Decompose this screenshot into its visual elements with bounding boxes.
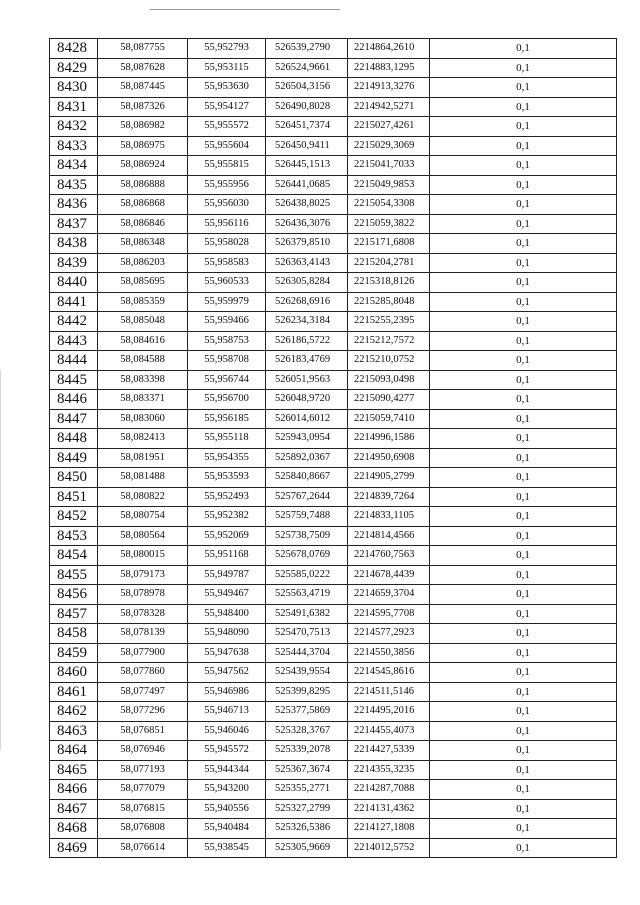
table-row bbox=[50, 663, 617, 683]
coord-y-cell: 2214012,5752 bbox=[348, 838, 430, 858]
accuracy-cell: 0,1 bbox=[430, 799, 617, 819]
longitude-cell: 55,952493 bbox=[188, 487, 266, 507]
table-row bbox=[50, 312, 617, 332]
accuracy-cell: 0,1 bbox=[430, 565, 617, 585]
table-row bbox=[50, 253, 617, 273]
table-row bbox=[50, 273, 617, 293]
latitude-cell: 58,080754 bbox=[98, 507, 188, 527]
point-number-cell: 8453 bbox=[50, 526, 98, 546]
latitude-cell: 58,083398 bbox=[98, 370, 188, 390]
coord-y-cell: 2214131,4362 bbox=[348, 799, 430, 819]
accuracy-cell: 0,1 bbox=[430, 780, 617, 800]
point-number-cell: 8437 bbox=[50, 214, 98, 234]
table-row bbox=[50, 624, 617, 644]
longitude-cell: 55,947638 bbox=[188, 643, 266, 663]
longitude-cell: 55,940484 bbox=[188, 819, 266, 839]
table-row bbox=[50, 448, 617, 468]
coord-y-cell: 2214595,7708 bbox=[348, 604, 430, 624]
coord-x-cell: 526305,8284 bbox=[266, 273, 348, 293]
accuracy-cell: 0,1 bbox=[430, 175, 617, 195]
point-number-cell: 8464 bbox=[50, 741, 98, 761]
latitude-cell: 58,078328 bbox=[98, 604, 188, 624]
table-row bbox=[50, 78, 617, 98]
accuracy-cell: 0,1 bbox=[430, 273, 617, 293]
coord-x-cell: 525444,3704 bbox=[266, 643, 348, 663]
table-row bbox=[50, 58, 617, 78]
coord-y-cell: 2214996,1586 bbox=[348, 429, 430, 449]
table-row bbox=[50, 682, 617, 702]
table-row bbox=[50, 234, 617, 254]
coord-y-cell: 2215210,0752 bbox=[348, 351, 430, 371]
coord-y-cell: 2215054,3308 bbox=[348, 195, 430, 215]
coord-x-cell: 525326,5386 bbox=[266, 819, 348, 839]
coord-x-cell: 526183,4769 bbox=[266, 351, 348, 371]
coord-x-cell: 525767,2644 bbox=[266, 487, 348, 507]
coord-x-cell: 525399,8295 bbox=[266, 682, 348, 702]
longitude-cell: 55,956700 bbox=[188, 390, 266, 410]
accuracy-cell: 0,1 bbox=[430, 721, 617, 741]
latitude-cell: 58,086982 bbox=[98, 117, 188, 137]
accuracy-cell: 0,1 bbox=[430, 331, 617, 351]
longitude-cell: 55,947562 bbox=[188, 663, 266, 683]
latitude-cell: 58,080564 bbox=[98, 526, 188, 546]
longitude-cell: 55,956185 bbox=[188, 409, 266, 429]
coord-y-cell: 2215049,9853 bbox=[348, 175, 430, 195]
coord-y-cell: 2214545,8616 bbox=[348, 663, 430, 683]
table-row bbox=[50, 507, 617, 527]
table-row bbox=[50, 546, 617, 566]
longitude-cell: 55,955604 bbox=[188, 136, 266, 156]
coord-x-cell: 525339,2078 bbox=[266, 741, 348, 761]
coord-x-cell: 525840,8667 bbox=[266, 468, 348, 488]
point-number-cell: 8449 bbox=[50, 448, 98, 468]
coord-y-cell: 2214950,6908 bbox=[348, 448, 430, 468]
latitude-cell: 58,077860 bbox=[98, 663, 188, 683]
latitude-cell: 58,076815 bbox=[98, 799, 188, 819]
coord-x-cell: 526504,3156 bbox=[266, 78, 348, 98]
table-row bbox=[50, 136, 617, 156]
coord-y-cell: 2215318,8126 bbox=[348, 273, 430, 293]
coord-x-cell: 526363,4143 bbox=[266, 253, 348, 273]
point-number-cell: 8468 bbox=[50, 819, 98, 839]
coord-x-cell: 526490,8028 bbox=[266, 97, 348, 117]
longitude-cell: 55,953115 bbox=[188, 58, 266, 78]
latitude-cell: 58,077193 bbox=[98, 760, 188, 780]
table-body bbox=[50, 39, 617, 858]
longitude-cell: 55,952069 bbox=[188, 526, 266, 546]
longitude-cell: 55,948090 bbox=[188, 624, 266, 644]
point-number-cell: 8429 bbox=[50, 58, 98, 78]
margin-mark bbox=[0, 370, 1, 750]
point-number-cell: 8430 bbox=[50, 78, 98, 98]
longitude-cell: 55,954355 bbox=[188, 448, 266, 468]
longitude-cell: 55,956030 bbox=[188, 195, 266, 215]
longitude-cell: 55,953593 bbox=[188, 468, 266, 488]
point-number-cell: 8433 bbox=[50, 136, 98, 156]
point-number-cell: 8469 bbox=[50, 838, 98, 858]
accuracy-cell: 0,1 bbox=[430, 468, 617, 488]
coord-x-cell: 525491,6382 bbox=[266, 604, 348, 624]
coord-y-cell: 2215059,3822 bbox=[348, 214, 430, 234]
latitude-cell: 58,078139 bbox=[98, 624, 188, 644]
table-row bbox=[50, 429, 617, 449]
coord-y-cell: 2214577,2923 bbox=[348, 624, 430, 644]
longitude-cell: 55,956116 bbox=[188, 214, 266, 234]
latitude-cell: 58,077296 bbox=[98, 702, 188, 722]
accuracy-cell: 0,1 bbox=[430, 253, 617, 273]
coord-x-cell: 526524,9661 bbox=[266, 58, 348, 78]
latitude-cell: 58,077079 bbox=[98, 780, 188, 800]
latitude-cell: 58,079173 bbox=[98, 565, 188, 585]
latitude-cell: 58,085048 bbox=[98, 312, 188, 332]
latitude-cell: 58,077900 bbox=[98, 643, 188, 663]
longitude-cell: 55,958583 bbox=[188, 253, 266, 273]
coord-y-cell: 2215285,8048 bbox=[348, 292, 430, 312]
point-number-cell: 8435 bbox=[50, 175, 98, 195]
latitude-cell: 58,086924 bbox=[98, 156, 188, 176]
coord-y-cell: 2214427,5339 bbox=[348, 741, 430, 761]
table-row bbox=[50, 838, 617, 858]
latitude-cell: 58,080015 bbox=[98, 546, 188, 566]
accuracy-cell: 0,1 bbox=[430, 58, 617, 78]
coord-y-cell: 2215029,3069 bbox=[348, 136, 430, 156]
table-row bbox=[50, 780, 617, 800]
longitude-cell: 55,959979 bbox=[188, 292, 266, 312]
table-row bbox=[50, 760, 617, 780]
coord-x-cell: 525563,4719 bbox=[266, 585, 348, 605]
coord-x-cell: 526445,1513 bbox=[266, 156, 348, 176]
coord-y-cell: 2214833,1105 bbox=[348, 507, 430, 527]
coord-y-cell: 2215171,6808 bbox=[348, 234, 430, 254]
point-number-cell: 8450 bbox=[50, 468, 98, 488]
point-number-cell: 8443 bbox=[50, 331, 98, 351]
coord-y-cell: 2214127,1808 bbox=[348, 819, 430, 839]
longitude-cell: 55,953630 bbox=[188, 78, 266, 98]
latitude-cell: 58,086846 bbox=[98, 214, 188, 234]
longitude-cell: 55,944344 bbox=[188, 760, 266, 780]
latitude-cell: 58,086868 bbox=[98, 195, 188, 215]
latitude-cell: 58,078978 bbox=[98, 585, 188, 605]
table-row bbox=[50, 370, 617, 390]
coord-y-cell: 2214511,5146 bbox=[348, 682, 430, 702]
point-number-cell: 8442 bbox=[50, 312, 98, 332]
accuracy-cell: 0,1 bbox=[430, 370, 617, 390]
latitude-cell: 58,086975 bbox=[98, 136, 188, 156]
latitude-cell: 58,076851 bbox=[98, 721, 188, 741]
point-number-cell: 8441 bbox=[50, 292, 98, 312]
coord-y-cell: 2214495,2016 bbox=[348, 702, 430, 722]
coord-x-cell: 525678,0769 bbox=[266, 546, 348, 566]
accuracy-cell: 0,1 bbox=[430, 585, 617, 605]
latitude-cell: 58,082413 bbox=[98, 429, 188, 449]
table-row bbox=[50, 799, 617, 819]
top-rule bbox=[150, 9, 340, 10]
accuracy-cell: 0,1 bbox=[430, 819, 617, 839]
coord-x-cell: 525470,7513 bbox=[266, 624, 348, 644]
coord-y-cell: 2214905,2799 bbox=[348, 468, 430, 488]
coord-y-cell: 2215027,4261 bbox=[348, 117, 430, 137]
point-number-cell: 8438 bbox=[50, 234, 98, 254]
accuracy-cell: 0,1 bbox=[430, 760, 617, 780]
point-number-cell: 8439 bbox=[50, 253, 98, 273]
table-row bbox=[50, 331, 617, 351]
accuracy-cell: 0,1 bbox=[430, 604, 617, 624]
latitude-cell: 58,084616 bbox=[98, 331, 188, 351]
longitude-cell: 55,952382 bbox=[188, 507, 266, 527]
accuracy-cell: 0,1 bbox=[430, 351, 617, 371]
accuracy-cell: 0,1 bbox=[430, 195, 617, 215]
coord-x-cell: 526379,8510 bbox=[266, 234, 348, 254]
longitude-cell: 55,945572 bbox=[188, 741, 266, 761]
table-row bbox=[50, 741, 617, 761]
coord-y-cell: 2215204,2781 bbox=[348, 253, 430, 273]
coord-y-cell: 2214760,7563 bbox=[348, 546, 430, 566]
longitude-cell: 55,959466 bbox=[188, 312, 266, 332]
point-number-cell: 8447 bbox=[50, 409, 98, 429]
accuracy-cell: 0,1 bbox=[430, 214, 617, 234]
longitude-cell: 55,949787 bbox=[188, 565, 266, 585]
coord-y-cell: 2215212,7572 bbox=[348, 331, 430, 351]
latitude-cell: 58,086348 bbox=[98, 234, 188, 254]
point-number-cell: 8462 bbox=[50, 702, 98, 722]
table-row bbox=[50, 195, 617, 215]
coord-x-cell: 525327,2799 bbox=[266, 799, 348, 819]
accuracy-cell: 0,1 bbox=[430, 429, 617, 449]
table-row bbox=[50, 585, 617, 605]
accuracy-cell: 0,1 bbox=[430, 97, 617, 117]
coord-x-cell: 526268,6916 bbox=[266, 292, 348, 312]
coord-x-cell: 525328,3767 bbox=[266, 721, 348, 741]
latitude-cell: 58,085695 bbox=[98, 273, 188, 293]
accuracy-cell: 0,1 bbox=[430, 682, 617, 702]
table-row bbox=[50, 526, 617, 546]
accuracy-cell: 0,1 bbox=[430, 117, 617, 137]
coord-x-cell: 525439,9554 bbox=[266, 663, 348, 683]
coord-y-cell: 2214355,3235 bbox=[348, 760, 430, 780]
point-number-cell: 8445 bbox=[50, 370, 98, 390]
coord-x-cell: 525377,5869 bbox=[266, 702, 348, 722]
coord-y-cell: 2214287,7088 bbox=[348, 780, 430, 800]
longitude-cell: 55,958028 bbox=[188, 234, 266, 254]
table-row bbox=[50, 819, 617, 839]
accuracy-cell: 0,1 bbox=[430, 448, 617, 468]
table-row bbox=[50, 565, 617, 585]
longitude-cell: 55,946713 bbox=[188, 702, 266, 722]
coord-x-cell: 526014,6012 bbox=[266, 409, 348, 429]
coord-x-cell: 526186,5722 bbox=[266, 331, 348, 351]
point-number-cell: 8428 bbox=[50, 39, 98, 59]
coord-x-cell: 525355,2771 bbox=[266, 780, 348, 800]
latitude-cell: 58,081951 bbox=[98, 448, 188, 468]
coord-x-cell: 526539,2790 bbox=[266, 39, 348, 59]
coord-x-cell: 525943,0954 bbox=[266, 429, 348, 449]
coord-y-cell: 2214913,3276 bbox=[348, 78, 430, 98]
latitude-cell: 58,083060 bbox=[98, 409, 188, 429]
latitude-cell: 58,087445 bbox=[98, 78, 188, 98]
coord-x-cell: 526436,3076 bbox=[266, 214, 348, 234]
coord-x-cell: 526051,9563 bbox=[266, 370, 348, 390]
table-row bbox=[50, 214, 617, 234]
coord-y-cell: 2214455,4073 bbox=[348, 721, 430, 741]
point-number-cell: 8457 bbox=[50, 604, 98, 624]
point-number-cell: 8465 bbox=[50, 760, 98, 780]
coord-x-cell: 525585,0222 bbox=[266, 565, 348, 585]
latitude-cell: 58,076946 bbox=[98, 741, 188, 761]
longitude-cell: 55,955118 bbox=[188, 429, 266, 449]
longitude-cell: 55,954127 bbox=[188, 97, 266, 117]
point-number-cell: 8444 bbox=[50, 351, 98, 371]
point-number-cell: 8461 bbox=[50, 682, 98, 702]
coord-y-cell: 2215059,7410 bbox=[348, 409, 430, 429]
table-row bbox=[50, 702, 617, 722]
table-row bbox=[50, 409, 617, 429]
coord-y-cell: 2214839,7264 bbox=[348, 487, 430, 507]
table-row bbox=[50, 117, 617, 137]
longitude-cell: 55,955572 bbox=[188, 117, 266, 137]
accuracy-cell: 0,1 bbox=[430, 546, 617, 566]
table-row bbox=[50, 604, 617, 624]
coord-y-cell: 2215041,7033 bbox=[348, 156, 430, 176]
coord-y-cell: 2214883,1295 bbox=[348, 58, 430, 78]
table-row bbox=[50, 390, 617, 410]
accuracy-cell: 0,1 bbox=[430, 643, 617, 663]
point-number-cell: 8452 bbox=[50, 507, 98, 527]
point-number-cell: 8434 bbox=[50, 156, 98, 176]
accuracy-cell: 0,1 bbox=[430, 526, 617, 546]
accuracy-cell: 0,1 bbox=[430, 156, 617, 176]
longitude-cell: 55,943200 bbox=[188, 780, 266, 800]
table-row bbox=[50, 721, 617, 741]
accuracy-cell: 0,1 bbox=[430, 507, 617, 527]
latitude-cell: 58,083371 bbox=[98, 390, 188, 410]
point-number-cell: 8466 bbox=[50, 780, 98, 800]
longitude-cell: 55,956744 bbox=[188, 370, 266, 390]
point-number-cell: 8456 bbox=[50, 585, 98, 605]
latitude-cell: 58,086888 bbox=[98, 175, 188, 195]
latitude-cell: 58,080822 bbox=[98, 487, 188, 507]
coord-x-cell: 526451,7374 bbox=[266, 117, 348, 137]
accuracy-cell: 0,1 bbox=[430, 838, 617, 858]
coord-y-cell: 2214814,4566 bbox=[348, 526, 430, 546]
coord-x-cell: 525738,7509 bbox=[266, 526, 348, 546]
point-number-cell: 8463 bbox=[50, 721, 98, 741]
coord-x-cell: 526048,9720 bbox=[266, 390, 348, 410]
coordinates-table bbox=[49, 38, 617, 858]
point-number-cell: 8446 bbox=[50, 390, 98, 410]
point-number-cell: 8459 bbox=[50, 643, 98, 663]
coord-y-cell: 2214659,3704 bbox=[348, 585, 430, 605]
coord-x-cell: 525759,7488 bbox=[266, 507, 348, 527]
point-number-cell: 8440 bbox=[50, 273, 98, 293]
latitude-cell: 58,087628 bbox=[98, 58, 188, 78]
point-number-cell: 8432 bbox=[50, 117, 98, 137]
longitude-cell: 55,955956 bbox=[188, 175, 266, 195]
table-row bbox=[50, 175, 617, 195]
latitude-cell: 58,087755 bbox=[98, 39, 188, 59]
coord-x-cell: 526441,0685 bbox=[266, 175, 348, 195]
coord-x-cell: 526234,3184 bbox=[266, 312, 348, 332]
coord-x-cell: 525892,0367 bbox=[266, 448, 348, 468]
table-row bbox=[50, 351, 617, 371]
latitude-cell: 58,087326 bbox=[98, 97, 188, 117]
accuracy-cell: 0,1 bbox=[430, 409, 617, 429]
accuracy-cell: 0,1 bbox=[430, 136, 617, 156]
point-number-cell: 8448 bbox=[50, 429, 98, 449]
table-row bbox=[50, 39, 617, 59]
longitude-cell: 55,940556 bbox=[188, 799, 266, 819]
accuracy-cell: 0,1 bbox=[430, 487, 617, 507]
latitude-cell: 58,076808 bbox=[98, 819, 188, 839]
point-number-cell: 8460 bbox=[50, 663, 98, 683]
longitude-cell: 55,948400 bbox=[188, 604, 266, 624]
coord-y-cell: 2215090,4277 bbox=[348, 390, 430, 410]
latitude-cell: 58,086203 bbox=[98, 253, 188, 273]
accuracy-cell: 0,1 bbox=[430, 234, 617, 254]
accuracy-cell: 0,1 bbox=[430, 702, 617, 722]
accuracy-cell: 0,1 bbox=[430, 78, 617, 98]
longitude-cell: 55,958753 bbox=[188, 331, 266, 351]
point-number-cell: 8467 bbox=[50, 799, 98, 819]
point-number-cell: 8454 bbox=[50, 546, 98, 566]
coord-y-cell: 2215255,2395 bbox=[348, 312, 430, 332]
latitude-cell: 58,077497 bbox=[98, 682, 188, 702]
point-number-cell: 8455 bbox=[50, 565, 98, 585]
table-row bbox=[50, 97, 617, 117]
longitude-cell: 55,958708 bbox=[188, 351, 266, 371]
coord-x-cell: 526450,9411 bbox=[266, 136, 348, 156]
accuracy-cell: 0,1 bbox=[430, 292, 617, 312]
coord-x-cell: 526438,8025 bbox=[266, 195, 348, 215]
table-row bbox=[50, 292, 617, 312]
point-number-cell: 8458 bbox=[50, 624, 98, 644]
table-row bbox=[50, 643, 617, 663]
table-row bbox=[50, 156, 617, 176]
coord-y-cell: 2215093,0498 bbox=[348, 370, 430, 390]
accuracy-cell: 0,1 bbox=[430, 663, 617, 683]
longitude-cell: 55,938545 bbox=[188, 838, 266, 858]
coord-y-cell: 2214678,4439 bbox=[348, 565, 430, 585]
accuracy-cell: 0,1 bbox=[430, 390, 617, 410]
latitude-cell: 58,081488 bbox=[98, 468, 188, 488]
longitude-cell: 55,952793 bbox=[188, 39, 266, 59]
longitude-cell: 55,949467 bbox=[188, 585, 266, 605]
latitude-cell: 58,085359 bbox=[98, 292, 188, 312]
coord-y-cell: 2214864,2610 bbox=[348, 39, 430, 59]
coord-x-cell: 525305,9669 bbox=[266, 838, 348, 858]
longitude-cell: 55,951168 bbox=[188, 546, 266, 566]
accuracy-cell: 0,1 bbox=[430, 624, 617, 644]
table-row bbox=[50, 468, 617, 488]
accuracy-cell: 0,1 bbox=[430, 39, 617, 59]
longitude-cell: 55,960533 bbox=[188, 273, 266, 293]
longitude-cell: 55,946986 bbox=[188, 682, 266, 702]
longitude-cell: 55,946046 bbox=[188, 721, 266, 741]
accuracy-cell: 0,1 bbox=[430, 741, 617, 761]
point-number-cell: 8436 bbox=[50, 195, 98, 215]
coord-y-cell: 2214550,3856 bbox=[348, 643, 430, 663]
latitude-cell: 58,084588 bbox=[98, 351, 188, 371]
longitude-cell: 55,955815 bbox=[188, 156, 266, 176]
point-number-cell: 8451 bbox=[50, 487, 98, 507]
point-number-cell: 8431 bbox=[50, 97, 98, 117]
coord-x-cell: 525367,3674 bbox=[266, 760, 348, 780]
table-row bbox=[50, 487, 617, 507]
latitude-cell: 58,076614 bbox=[98, 838, 188, 858]
accuracy-cell: 0,1 bbox=[430, 312, 617, 332]
coord-y-cell: 2214942,5271 bbox=[348, 97, 430, 117]
